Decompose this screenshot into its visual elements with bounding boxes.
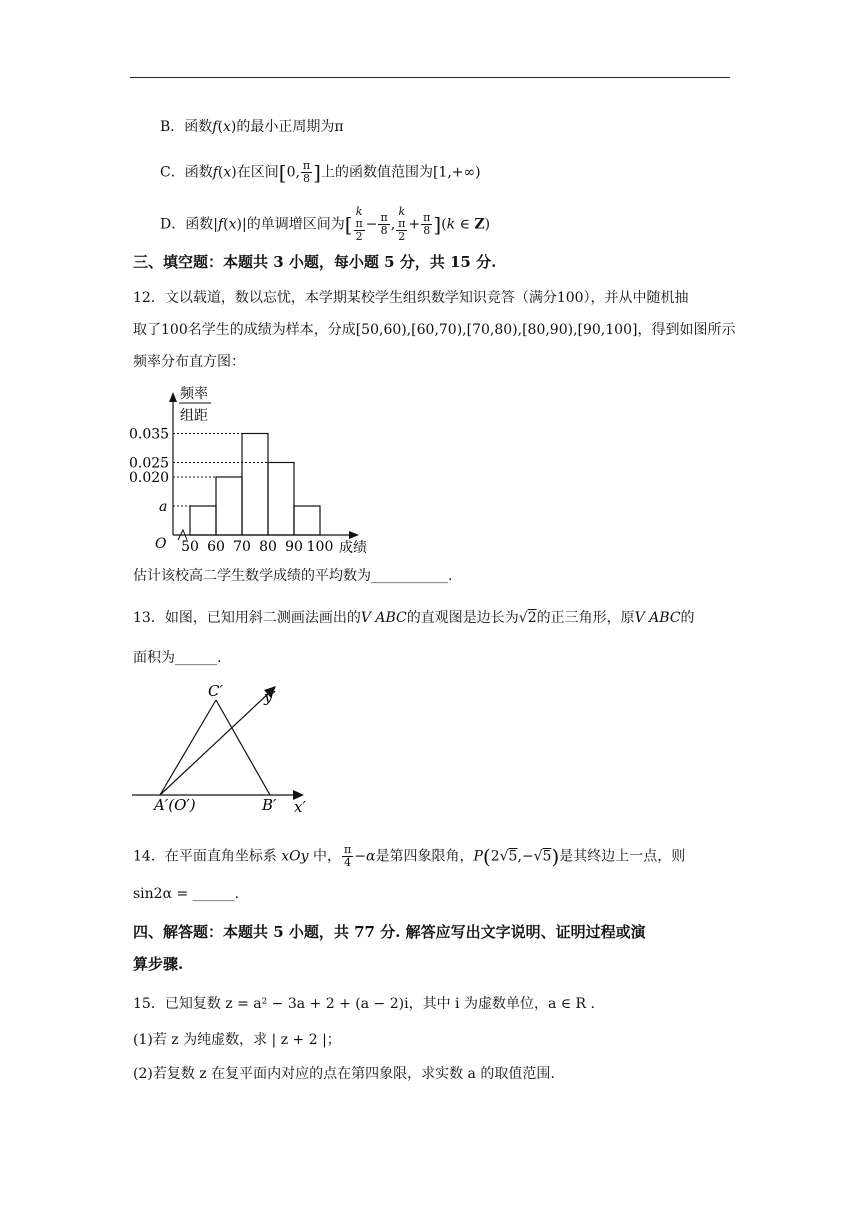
label-x-prime: x′ [294,798,306,816]
x-tick-label: 50 [181,539,199,555]
q12-question: 估计该校高二学生数学成绩的平均数为___________. [133,568,453,584]
histogram-bar [242,434,268,536]
x-tick-label: 90 [285,539,303,555]
ylabel-bottom: 组距 [180,408,208,424]
q12-line3: 频率分布直方图： [133,354,245,370]
x-tick-label: 70 [233,539,251,555]
section-3-title: 三、填空题：本题共 3 小题，每小题 5 分，共 15 分. [133,253,497,271]
y-tick-label: 0.020 [129,470,170,486]
option-d: D．函数|f(x)|的单调增区间为[ k π 2 − $\frac{\pi}{8}$ , k π 2 + $\frac{\pi}{8}$ ](k ∈ Z) [160,205,491,243]
q13-line1: 13．如图，已知用斜二测画法画出的V ABC的直观图是边长为√2的正三角形，原V ABC的 [133,610,695,626]
ylabel-top: 频率 [180,386,208,402]
option-c: C．函数f(x)在区间[0, $\frac{\pi}{8}$ ]上的函数值范围为[1,+∞) [160,159,481,185]
q15-part1: (1)若 z 为纯虚数，求 | z + 2 |； [133,1032,341,1048]
histogram-bar [268,463,294,536]
label-y-prime: y′ [264,688,276,706]
side-ac [160,700,216,795]
x-tick-label: 60 [207,539,225,555]
oblique-triangle-diagram [130,680,330,820]
q15-part2: (2)若复数 z 在复平面内对应的点在第四象限，求实数 a 的取值范围. [133,1066,555,1082]
label-c-prime: C′ [208,682,223,700]
q12-line1: 12．文以载道，数以忘忧，本学期某校学生组织数学知识竞答（满分100），并从中随机抽 [133,290,689,306]
histogram-bar [294,506,320,535]
y-prime-axis [160,692,270,795]
label-b-prime: B′ [262,796,277,814]
y-tick-label: a [159,499,168,515]
xlabel: 成绩 [339,540,367,556]
section-4-line1: 四、解答题：本题共 5 小题，共 77 分. 解答应写出文字说明、证明过程或演 [133,923,646,941]
frequency-histogram [125,380,385,560]
y-tick-label: 0.035 [129,426,170,443]
x-axis-arrow [349,531,359,539]
header-rule [130,77,730,78]
origin-label: O [155,536,167,552]
side-cb [216,700,270,795]
q15-line1: 15．已知复数 z = a² − 3a + 2 + (a − 2)i，其中 i 为虚数单位，a ∈ R . [133,996,595,1012]
section-4-line2: 算步骤. [133,955,184,973]
option-b: B．函数f(x)的最小正周期为π [160,119,344,135]
x-tick-label: 100 [306,539,334,555]
y-axis-arrow [169,392,177,402]
q14-line2: sin2α = ______. [133,886,240,902]
q13-tri-2: V ABC [634,610,681,626]
q13-line2: 面积为______. [133,650,222,666]
label-a-prime: A′(O′) [154,796,196,814]
y-tick-label: 0.025 [129,455,170,472]
histogram-bar [216,477,242,535]
histogram-bar [190,506,216,535]
q12-line2: 取了100名学生的成绩为样本，分成[50,60),[60,70),[70,80),[80,90),[90,100]，得到如图所示 [133,322,736,338]
x-tick-label: 80 [259,539,277,555]
q14-line1: 14．在平面直角坐标系 xOy 中， $\frac{\pi}{4}$ −α是第四象限角，P(2√5,−√5)是其终边上一点，则 [133,843,686,869]
